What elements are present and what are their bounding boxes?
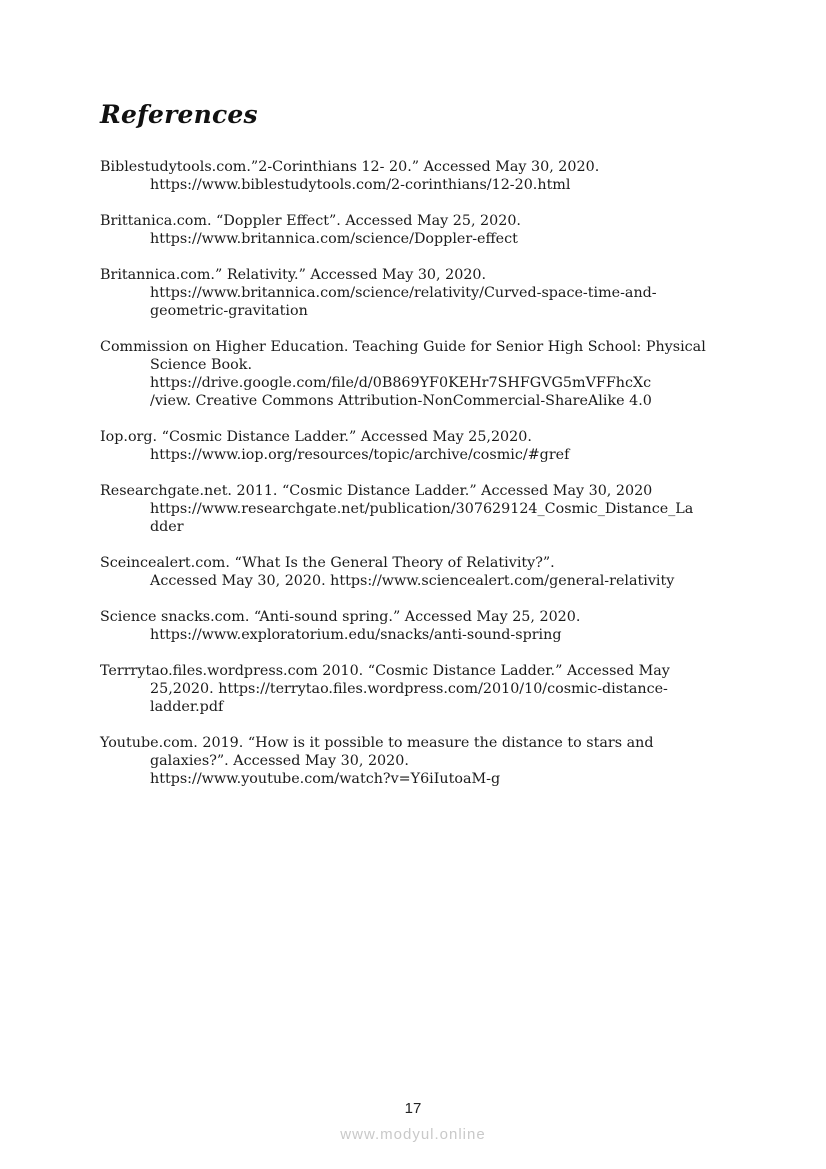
- page-heading: References: [100, 100, 258, 129]
- reference-line: Brittanica.com. “Doppler Effect”. Accessed May 25, 2020.: [100, 213, 521, 229]
- reference-entry: [100, 212, 740, 248]
- reference-entry: [100, 338, 740, 410]
- reference-line: Biblestudytools.com.”2-Corinthians 12- 20.” Accessed May 30, 2020.: [100, 159, 600, 175]
- reference-entry: [100, 734, 740, 788]
- reference-line: Sceincealert.com. “What Is the General Theory of Relativity?”.: [100, 555, 555, 571]
- reference-line: Iop.org. “Cosmic Distance Ladder.” Accessed May 25,2020.: [100, 429, 532, 445]
- reference-entry: [100, 482, 740, 536]
- reference-line: https://www.britannica.com/science/Doppler-effect: [150, 231, 518, 247]
- reference-line: https://www.iop.org/resources/topic/archive/cosmic/#gref: [150, 447, 570, 463]
- reference-line: https://www.youtube.com/watch?v=Y6iIutoaM-g: [150, 771, 501, 787]
- reference-line: 25,2020. https://terrytao.files.wordpress.com/2010/10/cosmic-distance-: [150, 681, 668, 697]
- reference-line: https://www.researchgate.net/publication/307629124_Cosmic_Distance_La: [150, 501, 694, 517]
- reference-line: Researchgate.net. 2011. “Cosmic Distance Ladder.” Accessed May 30, 2020: [100, 483, 653, 499]
- reference-line: https://www.biblestudytools.com/2-corinthians/12-20.html: [150, 177, 571, 193]
- reference-line: Britannica.com.” Relativity.” Accessed May 30, 2020.: [100, 267, 487, 283]
- reference-entry: [100, 662, 740, 716]
- reference-line: https://www.britannica.com/science/relativity/Curved-space-time-and-: [150, 285, 657, 301]
- reference-entry: [100, 266, 740, 320]
- reference-line: https://drive.google.com/file/d/0B869YF0KEHr7SHFGVG5mVFFhcXc: [150, 375, 652, 391]
- reference-line: geometric-gravitation: [150, 303, 308, 319]
- reference-list: [100, 158, 740, 806]
- reference-line: Science snacks.com. “Anti-sound spring.” Accessed May 25, 2020.: [100, 609, 581, 625]
- page-number: 17: [404, 1100, 422, 1117]
- reference-line: Science Book.: [150, 357, 252, 373]
- reference-line: Youtube.com. 2019. “How is it possible to measure the distance to stars and: [100, 735, 654, 751]
- reference-line: https://www.exploratorium.edu/snacks/anti-sound-spring: [150, 627, 562, 643]
- reference-entry: [100, 608, 740, 644]
- reference-line: /view. Creative Commons Attribution-NonCommercial-ShareAlike 4.0: [150, 393, 652, 409]
- reference-line: galaxies?”. Accessed May 30, 2020.: [150, 753, 409, 769]
- reference-entry: [100, 554, 740, 590]
- reference-entry: [100, 158, 740, 194]
- reference-line: Commission on Higher Education. Teaching Guide for Senior High School: Physical: [100, 339, 706, 355]
- reference-line: Accessed May 30, 2020. https://www.sciencealert.com/general-relativity: [150, 573, 675, 589]
- reference-line: ladder.pdf: [150, 699, 224, 715]
- watermark-text: www.modyul.online: [340, 1126, 486, 1143]
- reference-line: Terrrytao.files.wordpress.com 2010. “Cosmic Distance Ladder.” Accessed May: [100, 663, 670, 679]
- reference-line: dder: [150, 519, 184, 535]
- reference-entry: [100, 428, 740, 464]
